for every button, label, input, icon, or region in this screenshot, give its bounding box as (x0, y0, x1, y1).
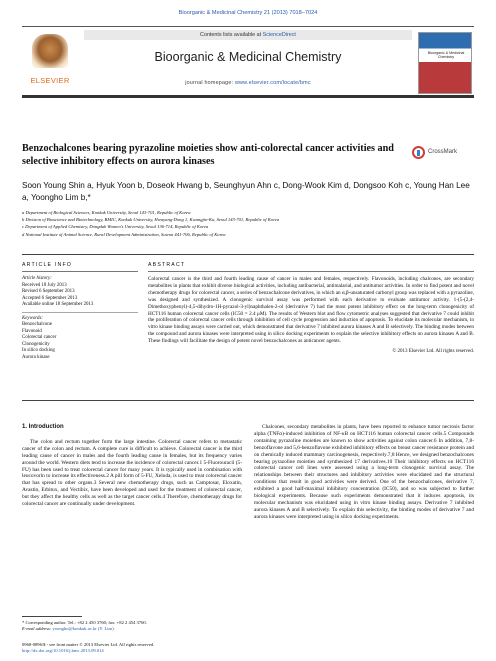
history-item: Accepted 6 September 2013 (22, 295, 78, 301)
journal-cover[interactable] (418, 32, 472, 94)
keyword-item: Aurora kinase (22, 354, 50, 360)
affiliation-item: a Department of Biological Sciences, Konkuk University, Seoul 143-701, Republic of Korea (22, 210, 191, 215)
bottom-meta (22, 642, 322, 654)
history-item: Revised 6 September 2013 (22, 289, 75, 294)
crossmark-icon (412, 146, 425, 159)
history-label: Article history: (22, 276, 52, 281)
contents-bar (84, 30, 412, 40)
journal-homepage (84, 80, 412, 86)
abstract-divider (22, 400, 474, 401)
homepage-link[interactable]: www.elsevier.com/locate/bmc (234, 80, 311, 86)
copyright: © 2013 Elsevier Ltd. All rights reserved. (392, 349, 474, 355)
history-item: Received 18 July 2013 (22, 282, 67, 288)
history-item: Available online 18 September 2013 (22, 302, 94, 307)
cover-title: Bioorganic & Medicinal Chemistry (427, 51, 465, 59)
footnote (22, 620, 242, 632)
contents-prefix: Contents lists available at (200, 32, 263, 38)
affiliations (22, 209, 474, 238)
keywords-label: Keywords: (22, 312, 138, 323)
article-info (22, 262, 138, 361)
email-label: E-mail address: (22, 626, 53, 631)
author-list: Soon Young Shin a, Hyuk Yoon b, Doseok Hwang b, Seunghyun Ahn c, Dong-Wook Kim d, Dongsoo Koh c, Young Han Lee a, Yoongho Lim b,* (22, 181, 470, 202)
keyword-item: Benzochalcone (22, 322, 52, 327)
publisher-logo-text: ELSEVIER (30, 76, 70, 85)
crossmark-label: CrossMark (428, 149, 458, 155)
email-line (22, 626, 242, 632)
doi-link[interactable]: http://dx.doi.org/10.1016/j.bmc.2013.09.014 (22, 648, 104, 653)
issn-line: 0968-0896/$ - see front matter © 2013 Elsevier Ltd. All rights reserved. (22, 642, 155, 647)
intro-paragraph: The colon and rectum together form the large intestine. Colorectal cancer refers to metastatic cancer of the colon and rectum. A complete cure is difficult to achieve. Colorectal cancer is the third leading cause of cancer in males and the fourth leading cause in females, but its frequency varies around the world. Western diets tend to increase the incidence of colorectal cancer.1 5-Fluorouracil (5-FU) has been used to treat colorectal cancer for many years. It is typically used in combination with leucovorin to increase its effectiveness.2 A pill form of 5-FU, Xeloda, is used to treat colorectal cancer that has spread to other organs.3 Several new chemotherapy drugs, such as Camptosar, Eloxatin, Avastin, Erbitux, and Vectibix, have been developed and used for the treatment of colorectal cancer, but they affect the healthy cells as well as the target cancer cells.4 Therefore, chemotherapy drugs for colorectal cancer are continually under development. (22, 438, 242, 508)
keyword-item: In silico docking (22, 348, 55, 353)
abstract-heading: ABSTRACT (148, 262, 474, 272)
affiliation-item: b Division of Bioscience and Biotechnology, BMIC, Konkuk University, Hwayang-Dong 1, Kwangjin-Ku, Seoul 143-701, Republic of Korea (22, 217, 280, 223)
keyword-item: Flavonoid (22, 328, 42, 334)
affiliation-item: d National Institute of Animal Science, Rural Development Administration, Suwon 441-706, Republic of Korea (22, 231, 226, 237)
homepage-prefix: journal homepage: (185, 80, 235, 86)
journal-title: Bioorganic & Medicinal Chemistry (154, 50, 342, 64)
paper-title: Benzochalcones bearing pyrazoline moieties show anti-colorectal cancer activities and selective inhibitory effects on aurora kinases (22, 143, 394, 167)
running-header: Bioorganic & Medicinal Chemistry 21 (2013) 7018–7024 (178, 10, 318, 16)
abstract-section (148, 262, 474, 354)
section-divider (22, 254, 474, 255)
sciencedirect-link[interactable]: ScienceDirect (262, 32, 296, 38)
body-paragraph: Chalcones, secondary metabolites in plants, have been reported to enhance tumor necrosis factor alpha (TNFα)-induced inhibition of NF-κB on HCT116 human colorectal cancer cells.5 Compounds containing pyrazoline moieties are known to show activities against colon cancer.6 In addition, 7,8-benzoflavone and 5,6-benzoflavone exhibited inhibitory effects on breast cancer resistance protein and on chemically induced mammary carcinogenesis, respectively.7,8 Hence, we designed benzochalcones bearing pyrazoline moieties and synthesized 17 derivatives.10 Their inhibitory effects on HCT116 colorectal cancer cell lines were assessed using a long-term clonogenic survival assay. The relationships between their structures and inhibitory activities were elucidated and the structural conditions that result in good activities were derived. One of the benzochalcones, derivative 7, exhibited a good half-maximal inhibitory concentration (IC50), and so was subjected to further biological experiments. Because such experiments demonstrated that it induces apoptosis, its molecular mechanism was elucidated using in vitro kinase binding assays. Derivative 7 inhibited aurora kinases A and B selectively. To explain this selectivity, the binding modes of derivative 7 and aurora kinases were interpreted using in silico docking experiments. (254, 424, 474, 520)
elsevier-tree-icon (32, 34, 68, 68)
body-right-column (254, 424, 474, 521)
body-left-column (22, 424, 242, 508)
abstract-text: Colorectal cancer is the third and fourth leading cause of cancer in males and females, respectively. Flavonoids, including chalcones, are secondary metabolites in plants that exhibit diverse biological activities, including antibacterial, antimalarial, and antitumor activities. In order to find potent and novel chemotherapy drugs for colorectal cancer, a series of benzochalcone derivatives, in which an α,β-unsaturated carbonyl group was replaced with a pyrazoline, was designed and synthesized. A clonogenic survival assay was performed with each derivative to evaluate antitumor activity. 1-(5-(2,4-Dimethoxyphenyl)-4,5-dihydro-1H-pyrazol-3-yl)naphthalen-2-ol (derivative 7) had the most potent inhibitory effect on the long-term clonogenicity of HCT116 human colorectal cancer cells (IC50 = 2.4 μM). The results of Western blot and flow cytometric analyses suggested that derivative 7 could inhibit the proliferation of colorectal cancer cells through inhibition of cell cycle progression and induction of apoptosis. To elucidate its molecular mechanism, in vitro kinase binding assays were carried out, which demonstrated that derivative 7 inhibited aurora kinases A and B selectively. The binding modes between the compound and aurora kinases were interpreted using in silico docking experiments to explain the selective inhibitory effects on aurora kinases A and B. These findings will facilitate the design of potent novel benzochalcones as anticancer agents. (148, 276, 474, 345)
article-info-heading: ARTICLE INFO (22, 262, 138, 272)
affiliation-item: c Department of Applied Chemistry, Dongduk Women's University, Seoul 136-714, Republic of Korea (22, 224, 209, 230)
crossmark-badge[interactable] (412, 146, 472, 160)
intro-heading: 1. Introduction (22, 424, 64, 430)
keyword-item: Clonogenicity (22, 341, 50, 347)
elsevier-logo[interactable] (22, 32, 78, 92)
footnote-rule (22, 616, 82, 617)
keyword-item: Colorectal cancer (22, 335, 57, 340)
email-link[interactable]: yoongho@konkuk.ac.kr (Y. Lim). (52, 626, 115, 631)
corresponding-author: * Corresponding author. Tel.: +82 2 450 3760; fax: +82 2 454 3760. (22, 620, 147, 625)
